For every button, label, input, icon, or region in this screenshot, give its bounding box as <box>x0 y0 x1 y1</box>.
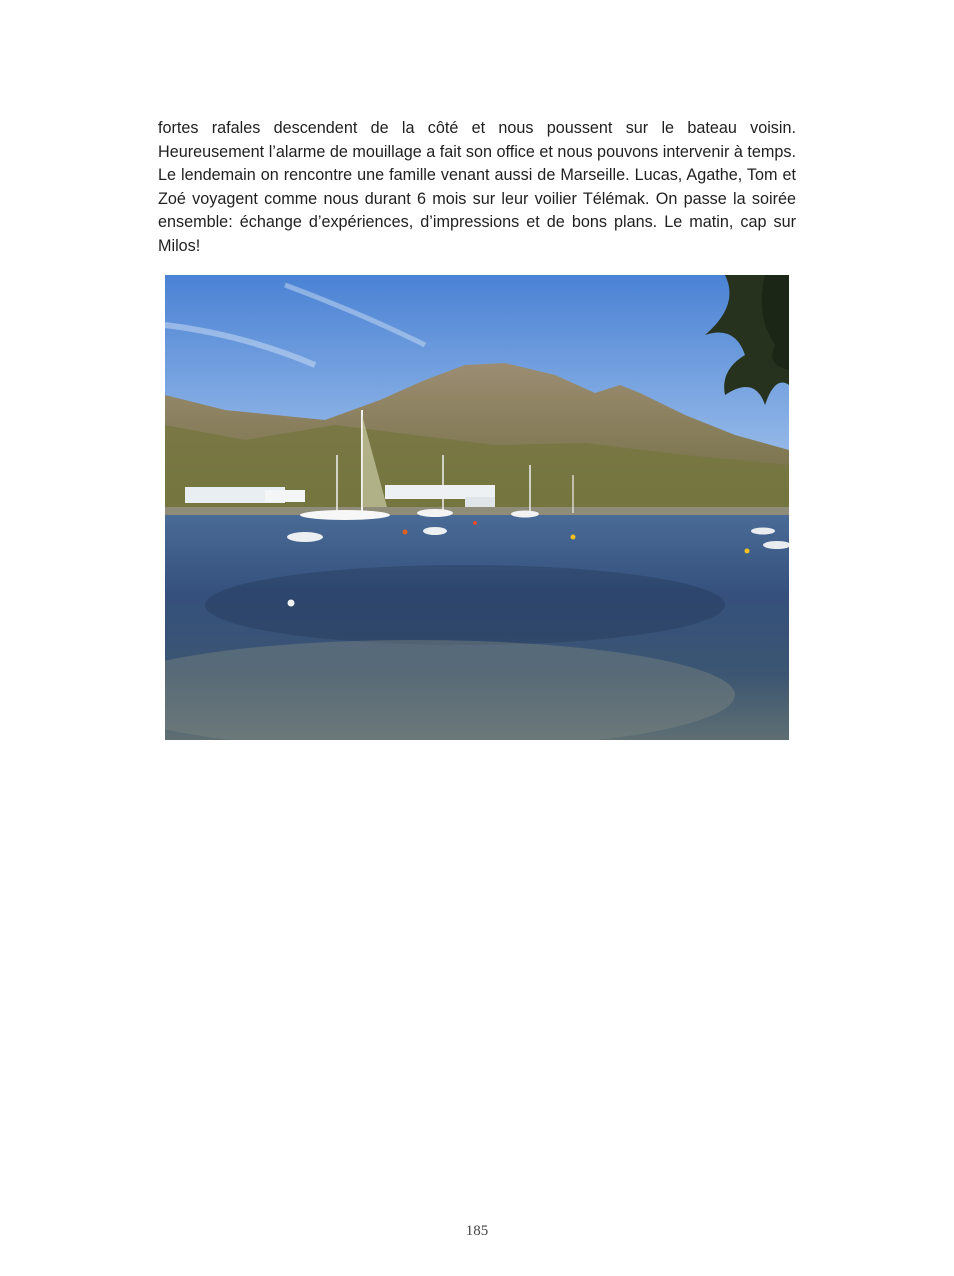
harbor-photo <box>165 275 789 740</box>
page-number: 185 <box>465 1223 489 1239</box>
body-paragraph: fortes rafales descendent de la côté et nous poussent sur le bateau voisin. Heureusement l’alarme de mouillage a fait son office et nous pouvons intervenir à temps. Le lendemain on rencontre une famille venant aussi de Marseille. Lucas, Agathe, Tom et Zoé voyagent comme nous durant 6 mois sur leur voilier Télémak. On passe la soirée ensemble: échange d’expériences, d’impressions et de bons plans. Le matin, cap sur Milos! <box>158 119 796 255</box>
harbor-photo-drawing <box>165 275 789 740</box>
